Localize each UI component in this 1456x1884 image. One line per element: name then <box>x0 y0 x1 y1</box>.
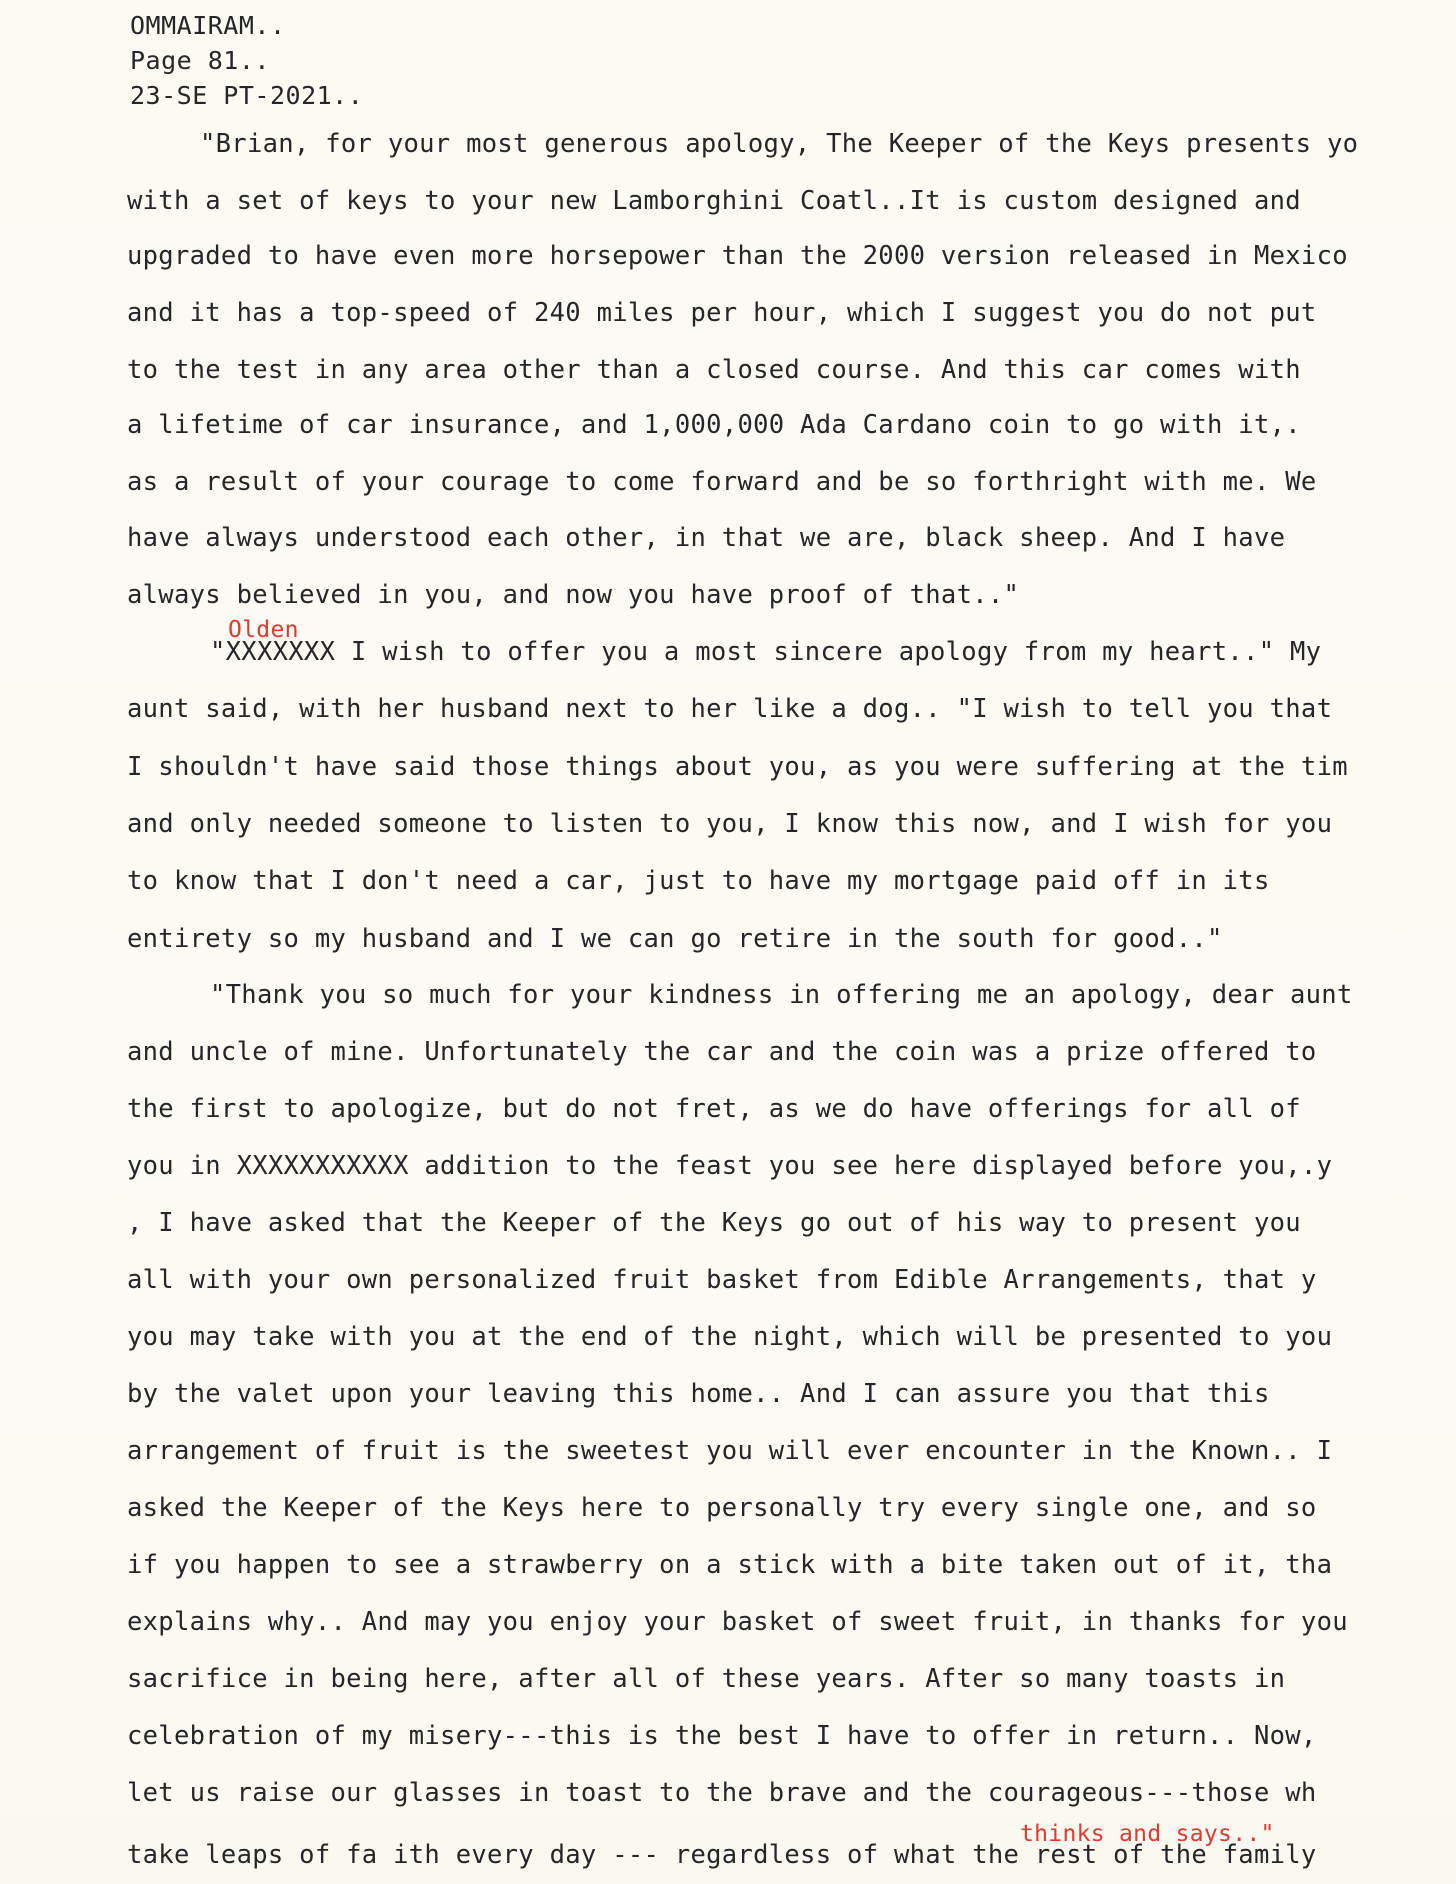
text-line: if you happen to see a strawberry on a stick with a bite taken out of it, tha <box>127 1550 1333 1580</box>
text-line: you in XXXXXXXXXXX addition to the feast you see here displayed before you,.y <box>127 1151 1333 1181</box>
text-line: "Thank you so much for your kindness in offering me an apology, dear aunt <box>210 980 1353 1010</box>
text-line: sacrifice in being here, after all of these years. After so many toasts in <box>127 1664 1286 1694</box>
header-name: OMMAIRAM.. <box>130 11 286 40</box>
text-line: you may take with you at the end of the night, which will be presented to you <box>127 1322 1333 1352</box>
text-line: asked the Keeper of the Keys here to personally try every single one, and so <box>127 1493 1317 1523</box>
page-header <box>130 8 363 113</box>
text-line: aunt said, with her husband next to her like a dog.. "I wish to tell you that <box>127 694 1333 724</box>
handwritten-annotation-thinks-and-says: thinks and says.." <box>1020 1821 1275 1847</box>
text-line: and only needed someone to listen to you, I know this now, and I wish for you <box>127 809 1333 839</box>
text-line: have always understood each other, in that we are, black sheep. And I have <box>127 523 1286 553</box>
text-line: and uncle of mine. Unfortunately the car and the coin was a prize offered to <box>127 1037 1317 1067</box>
text-line: and it has a top-speed of 240 miles per hour, which I suggest you do not put <box>127 298 1317 328</box>
text-line: to the test in any area other than a closed course. And this car comes with <box>127 355 1301 385</box>
text-line: I shouldn't have said those things about you, as you were suffering at the tim <box>127 752 1348 782</box>
text-line: celebration of my misery---this is the best I have to offer in return.. Now, <box>127 1721 1317 1751</box>
header-date: 23-SE PT-2021.. <box>130 81 364 110</box>
text-line: explains why.. And may you enjoy your basket of sweet fruit, in thanks for you <box>127 1607 1348 1637</box>
text-line: , I have asked that the Keeper of the Keys go out of his way to present you <box>127 1208 1301 1238</box>
text-line: let us raise our glasses in toast to the brave and the courageous---those wh <box>127 1778 1317 1808</box>
text-line: with a set of keys to your new Lamborghini Coatl..It is custom designed and <box>127 186 1301 216</box>
text-line: always believed in you, and now you have proof of that.." <box>127 580 1020 610</box>
header-page-number: Page 81.. <box>130 46 270 75</box>
handwritten-annotation-olden: Olden <box>228 617 299 643</box>
text-line: take leaps of fa ith every day --- regardless of what the rest of the family <box>127 1840 1317 1870</box>
text-line: entirety so my husband and I we can go retire in the south for good.." <box>127 924 1223 954</box>
text-line: upgraded to have even more horsepower than the 2000 version released in Mexico <box>127 241 1348 271</box>
text-line: "Brian, for your most generous apology, The Keeper of the Keys presents yo <box>200 129 1359 159</box>
text-line: the first to apologize, but do not fret, as we do have offerings for all of <box>127 1094 1301 1124</box>
text-line: a lifetime of car insurance, and 1,000,000 Ada Cardano coin to go with it,. <box>127 410 1301 440</box>
text-line: "XXXXXXX I wish to offer you a most sincere apology from my heart.." My <box>210 637 1322 667</box>
text-line: by the valet upon your leaving this home.. And I can assure you that this <box>127 1379 1270 1409</box>
text-line: to know that I don't need a car, just to have my mortgage paid off in its <box>127 866 1270 896</box>
text-line: all with your own personalized fruit basket from Edible Arrangements, that y <box>127 1265 1317 1295</box>
text-line: as a result of your courage to come forward and be so forthright with me. We <box>127 467 1317 497</box>
text-line: arrangement of fruit is the sweetest you will ever encounter in the Known.. I <box>127 1436 1333 1466</box>
